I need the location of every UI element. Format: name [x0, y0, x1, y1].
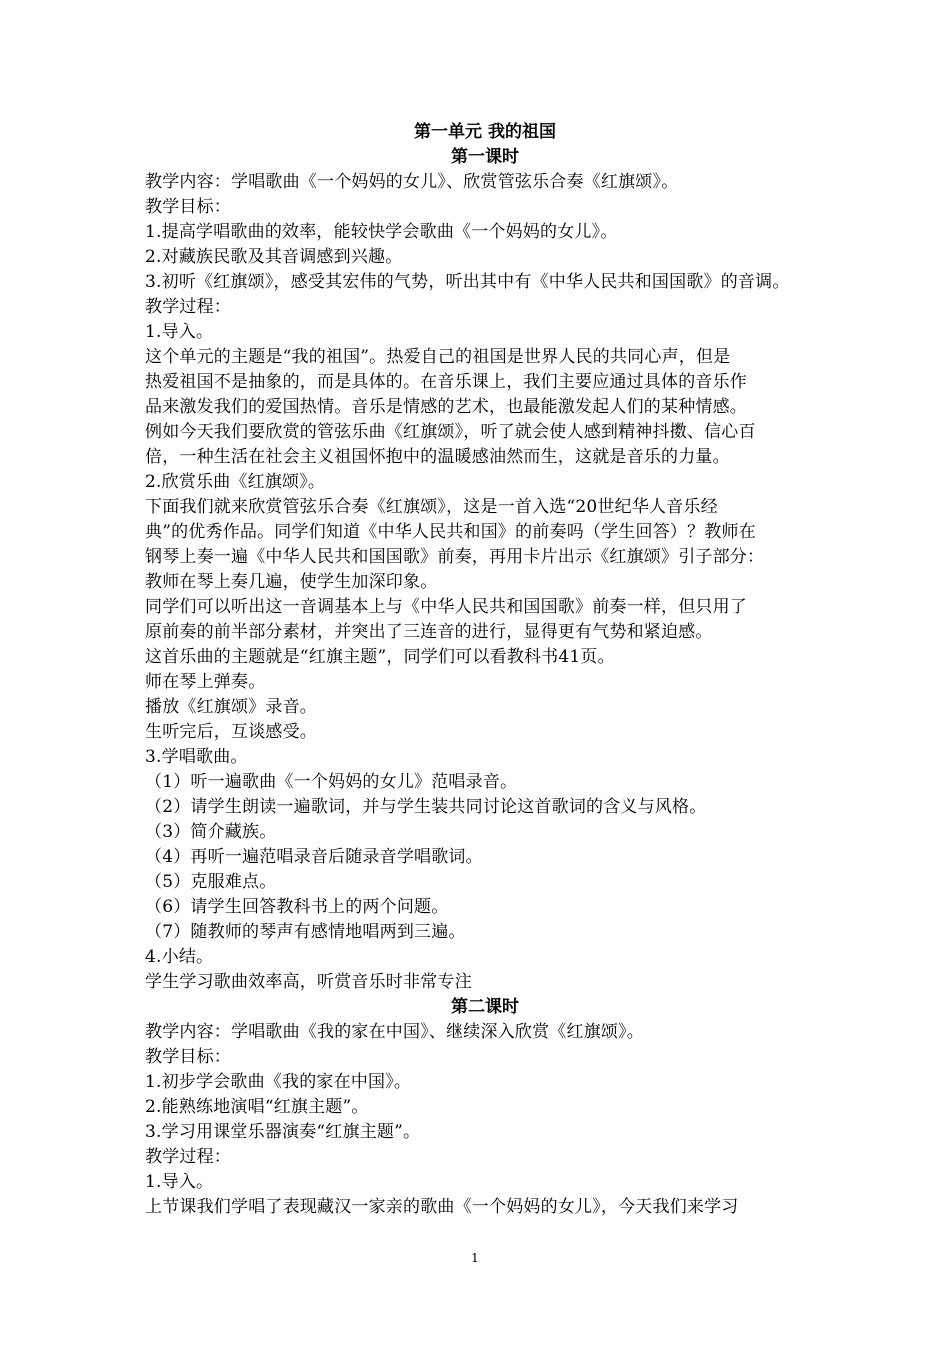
text-line: 师在琴上弹奏。	[145, 672, 266, 692]
text-line: 教师在琴上奏几遍，使学生加深印象。	[145, 572, 438, 592]
text-line: 教学目标：	[145, 1047, 231, 1067]
text-line: 教学过程：	[145, 297, 231, 317]
lesson-1-body	[145, 170, 825, 995]
text-line: （1）听一遍歌曲《一个妈妈的女儿》范唱录音。	[145, 772, 518, 792]
page-number: 1	[471, 1251, 479, 1265]
text-line: 这首乐曲的主题就是“红旗主题”，同学们可以看教科书41页。	[145, 647, 615, 667]
text-line: 原前奏的前半部分素材，并突出了三连音的进行，显得更有气势和紧迫感。	[145, 622, 713, 642]
text-line: 1.导入。	[145, 322, 214, 342]
text-line: （7）随教师的琴声有感情地唱两到三遍。	[145, 922, 466, 942]
text-line: 学生学习歌曲效率高，听赏音乐时非常专注	[145, 972, 472, 992]
text-line: （6）请学生回答教科书上的两个问题。	[145, 897, 449, 917]
text-line: 教学过程：	[145, 1147, 231, 1167]
text-line: 例如今天我们要欣赏的管弦乐曲《红旗颂》，听了就会使人感到精神抖擞、信心百	[145, 422, 756, 442]
text-line: 这个单元的主题是“我的祖国”。热爱自己的祖国是世界人民的共同心声，但是	[145, 347, 731, 367]
text-line: 上节课我们学唱了表现藏汉一家亲的歌曲《一个妈妈的女儿》，今天我们来学习	[145, 1197, 739, 1217]
text-line: （2）请学生朗读一遍歌词，并与学生装共同讨论这首歌词的含义与风格。	[145, 797, 707, 817]
text-line: 4.小结。	[145, 947, 214, 967]
text-line: （3）简介藏族。	[145, 822, 277, 842]
text-line: 同学们可以听出这一音调基本上与《中华人民共和国国歌》前奏一样，但只用了	[145, 597, 747, 617]
text-line: 品来激发我们的爱国热情。音乐是情感的艺术，也最能激发起人们的某种情感。	[145, 397, 747, 417]
text-line: 教学目标：	[145, 197, 231, 217]
lesson-2-title: 第二课时	[451, 997, 519, 1017]
text-line: 钢琴上奏一遍《中华人民共和国国歌》前奏，再用卡片出示《红旗颂》引子部分：	[145, 547, 765, 567]
text-line: 1.导入。	[145, 1172, 214, 1192]
text-line: 3.学唱歌曲。	[145, 747, 248, 767]
text-line: 2.欣赏乐曲《红旗颂》。	[145, 472, 326, 492]
text-line: 教学内容：学唱歌曲《一个妈妈的女儿》、欣赏管弦乐合奏《红旗颂》。	[145, 172, 679, 192]
unit-title: 第一单元 我的祖国	[414, 122, 556, 142]
lesson-1-title: 第一课时	[451, 147, 519, 167]
text-line: （5）克服难点。	[145, 872, 277, 892]
text-line: 倍，一种生活在社会主义祖国怀抱中的温暖感油然而生，这就是音乐的力量。	[145, 447, 730, 467]
text-line: 1.提高学唱歌曲的效率，能较快学会歌曲《一个妈妈的女儿》。	[145, 222, 618, 242]
text-line: 教学内容：学唱歌曲《我的家在中国》、继续深入欣赏《红旗颂》。	[145, 1022, 644, 1042]
text-line: 2.能熟练地演唱“红旗主题”。	[145, 1097, 369, 1117]
text-line: 典”的优秀作品。同学们知道《中华人民共和国》的前奏吗（学生回答）？教师在	[145, 522, 756, 542]
text-line: 下面我们就来欣赏管弦乐合奏《红旗颂》，这是一首入选“20世纪华人音乐经	[145, 497, 718, 517]
text-line: （4）再听一遍范唱录音后随录音学唱歌词。	[145, 847, 483, 867]
text-line: 2.对藏族民歌及其音调感到兴趣。	[145, 247, 403, 267]
document-page	[145, 120, 825, 1220]
text-line: 热爱祖国不是抽象的，而是具体的。在音乐课上，我们主要应通过具体的音乐作	[145, 372, 747, 392]
text-line: 1.初步学会歌曲《我的家在中国》。	[145, 1072, 412, 1092]
text-line: 播放《红旗颂》录音。	[145, 697, 317, 717]
lesson-2-body	[145, 1020, 825, 1220]
text-line: 生听完后，互谈感受。	[145, 722, 317, 742]
text-line: 3.学习用课堂乐器演奏“红旗主题”。	[145, 1122, 421, 1142]
text-line: 3.初听《红旗颂》，感受其宏伟的气势，听出其中有《中华人民共和国国歌》的音调。	[145, 272, 790, 292]
